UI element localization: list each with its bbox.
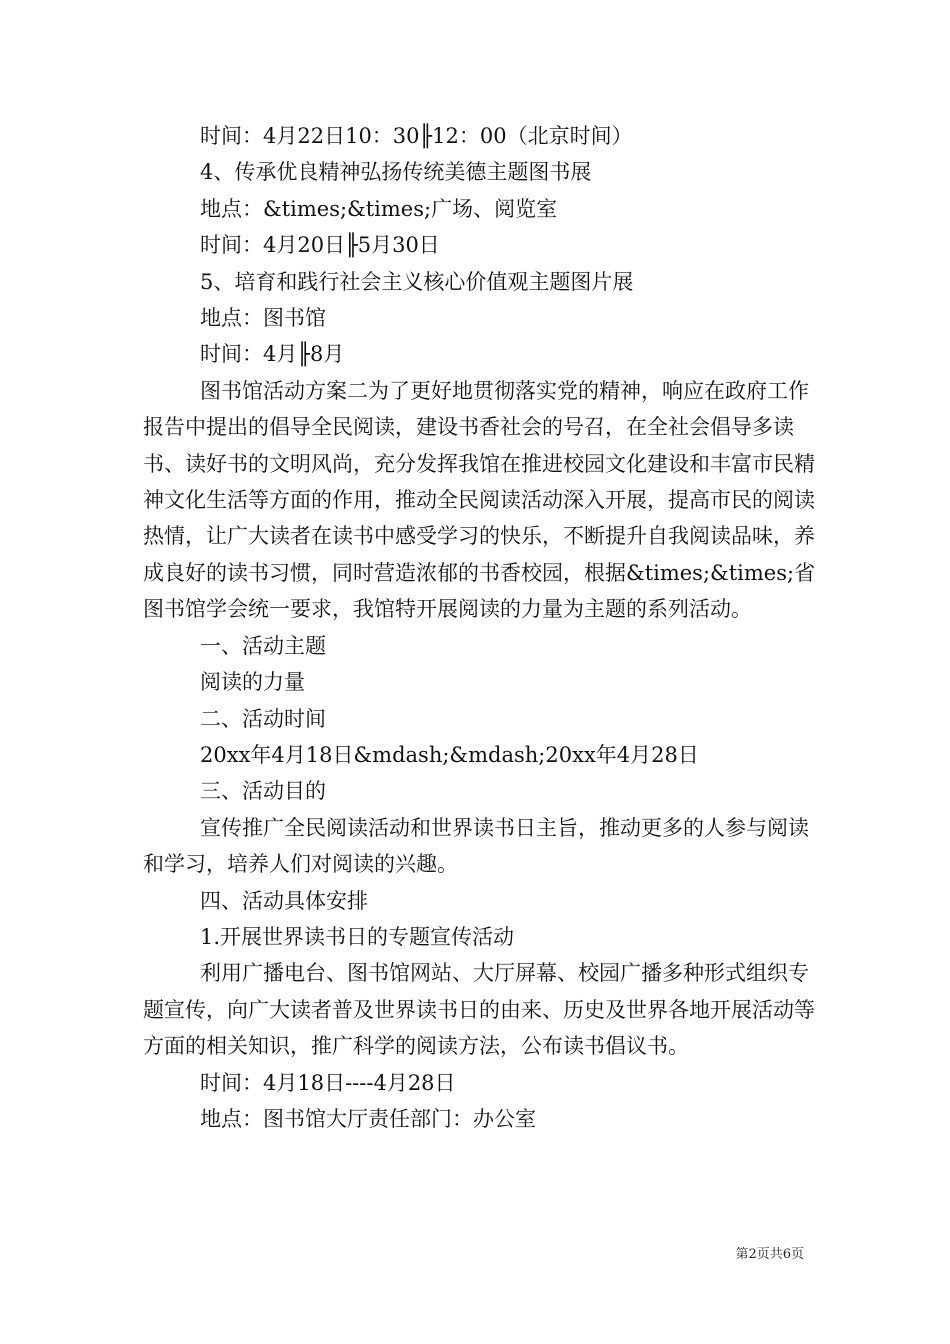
paragraph: 图书馆活动方案二为了更好地贯彻落实党的精神，响应在政府工作报告中提出的倡导全民阅读，建设书香社会的号召，在全社会倡导多读书、读好书的文明风尚，充分发挥我馆在推进校园文化建设和丰富市民精神文化生活等方面的作用，推动全民阅读活动深入开展，提高市民的阅读热情，让广大读者在读书中感受学习的快乐，不断提升自我阅读品味，养成良好的读书习惯，同时营造浓郁的书香校园，根据&times;&times;省图书馆学会统一要求，我馆特开展阅读的力量为主题的系列活动。 xyxy=(143,378,816,622)
paragraph: 利用广播电台、图书馆网站、大厅屏幕、校园广播多种形式组织专题宣传，向广大读者普及世界读书日的由来、历史及世界各地开展活动等方面的相关知识，推广科学的阅读方法，公布读书倡议书。 xyxy=(143,961,815,1059)
paragraph: 二、活动时间 xyxy=(200,706,326,731)
document-body xyxy=(143,118,823,1137)
paragraph: 时间：4月╟8月 xyxy=(200,342,345,367)
paragraph: 一、活动主题 xyxy=(200,633,326,658)
page-number: 第2页共6页 xyxy=(735,1247,804,1262)
paragraph: 阅读的力量 xyxy=(200,670,305,695)
paragraph: 时间：4月20日╟5月30日 xyxy=(200,233,440,258)
paragraph: 地点：图书馆大厅责任部门：办公室 xyxy=(200,1106,536,1131)
paragraph: 地点：&times;&times;广场、阅览室 xyxy=(200,196,558,221)
paragraph: 时间：4月18日----4月28日 xyxy=(200,1070,456,1095)
paragraph: 1.开展世界读书日的专题宣传活动 xyxy=(200,924,515,949)
paragraph: 时间：4月22日10：30╟12：00（北京时间） xyxy=(200,124,633,148)
paragraph: 地点：图书馆 xyxy=(200,306,326,331)
paragraph: 5、培育和践行社会主义核心价值观主题图片展 xyxy=(200,269,634,294)
paragraph: 宣传推广全民阅读活动和世界读书日主旨，推动更多的人参与阅读和学习，培养人们对阅读的兴趣。 xyxy=(143,815,809,877)
paragraph: 三、活动目的 xyxy=(200,779,326,804)
paragraph: 4、传承优良精神弘扬传统美德主题图书展 xyxy=(200,160,592,185)
paragraph: 四、活动具体安排 xyxy=(200,888,368,913)
paragraph: 20xx年4月18日&mdash;&mdash;20xx年4月28日 xyxy=(200,742,699,767)
